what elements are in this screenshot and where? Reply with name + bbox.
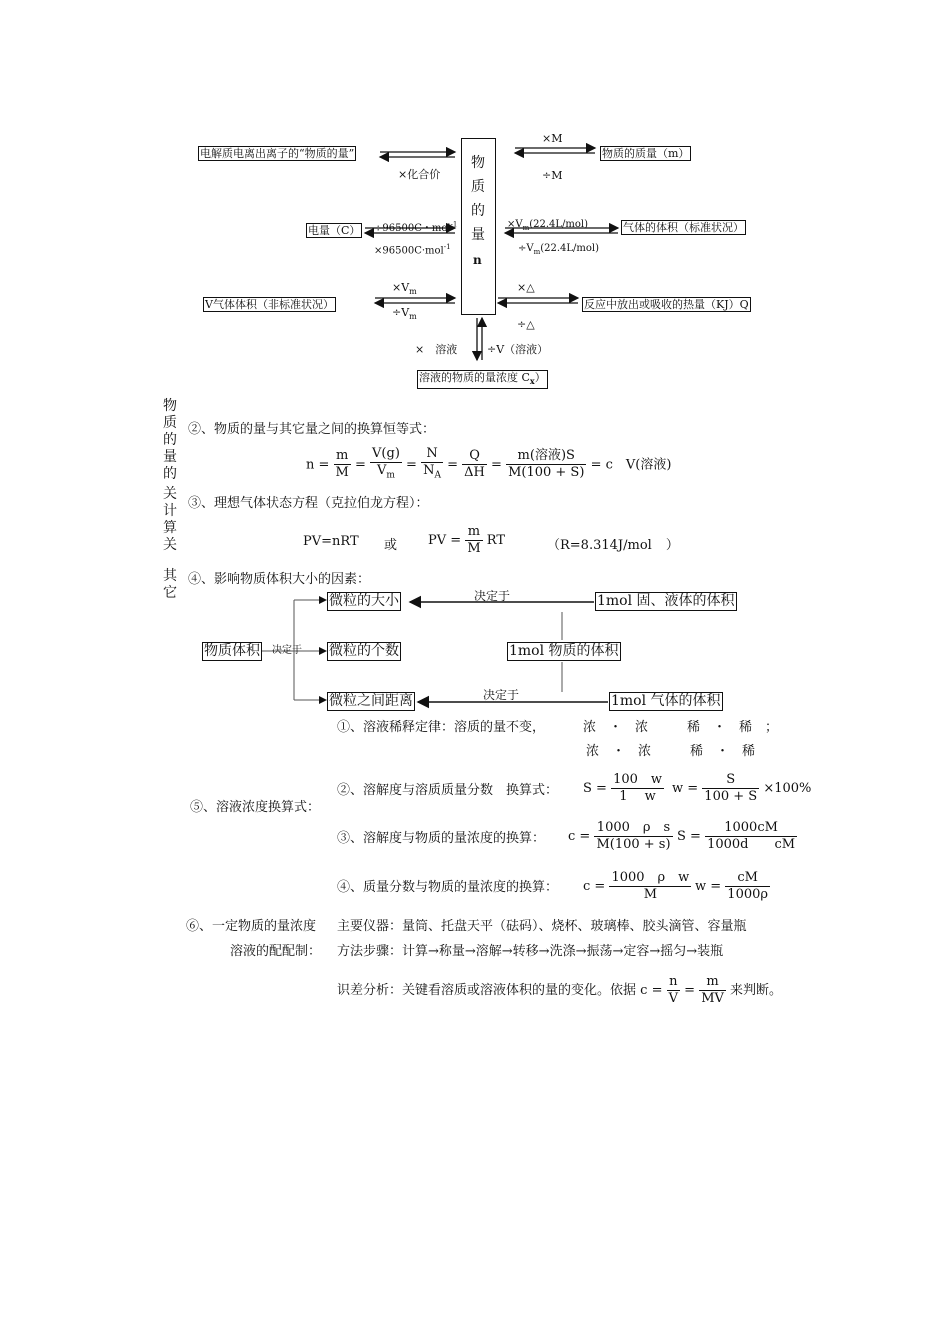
label-div-vm-std: $\div V_m(22.4L/mol)$ <box>518 243 600 256</box>
arrow-gas-nonstd <box>375 298 455 303</box>
label-div-faraday: ÷96500C・mol$^{-1}$ <box>374 220 458 234</box>
label-div-solution: ÷V（溶液） <box>487 343 549 356</box>
formula-c-from-w: c = $\frac{\text{1000 ρ w}}{M}$ <box>583 870 690 902</box>
label-div-M: ÷M <box>542 169 563 182</box>
decided-by-mid: 决定于 <box>272 645 302 656</box>
dilution-line1: 浓 ・ 浓 稀 ・ 稀 ； <box>583 720 779 735</box>
box-particle-size: 微粒的大小 <box>329 593 399 609</box>
arrow-mass <box>515 148 595 153</box>
box-gas-nonstd: V气体体积（非标准状况） <box>205 298 334 311</box>
box-charge: 电量（C） <box>308 224 361 237</box>
section3-title: ③、理想气体状态方程（克拉伯龙方程）： <box>188 496 429 511</box>
box-gas-std: 气体的体积（标准状况） <box>623 221 744 234</box>
dilution-law: ①、溶液稀释定律：溶质的量不变， <box>337 720 546 735</box>
identity-formula: n = $\frac{m}{M}$ = $\frac{V(g)}{V_m}$ = $\frac{N}{N_A}$ = $\frac{Q}{\Delta H}$ = $\frac{\text{m(溶液)S}}{M(100 + S)}$ = c V(溶液) <box>306 446 672 481</box>
instruments: 主要仪器：量筒、托盘天平（砝码）、烧杯、玻璃棒、胶头滴管、容量瓶 <box>337 919 747 934</box>
side-label-1: 物质的量的 <box>163 398 177 482</box>
formula-c-from-s: c = $\frac{\text{1000 ρ s}}{M(100 + s)}$ <box>568 820 671 852</box>
formula-w-from-s: w = $\frac{S}{100 + S}$ ×100% <box>672 772 812 804</box>
or-word: 或 <box>384 538 398 553</box>
box-solid-liquid-volume: 1mol 固、液体的体积 <box>597 593 735 609</box>
label-times-faraday: ×96500C·mol$^{-1}$ <box>374 243 451 257</box>
arrow-ion <box>380 152 455 157</box>
label-times-valence: ×化合价 <box>398 168 441 181</box>
label-div-vm: $\div V_m$ <box>392 306 417 322</box>
label-times-M: ×M <box>542 132 563 145</box>
box-mass: 物质的质量（m） <box>602 147 690 160</box>
center-symbol: n <box>473 253 482 267</box>
section5-title: ⑤、溶液浓度换算式： <box>190 800 321 815</box>
dilution-line2: 浓 ・ 浓 稀 ・ 稀 <box>586 744 756 759</box>
section2-title: ②、物质的量与其它量之间的换算恒等式： <box>188 422 436 437</box>
formula-s-from-c: S = $\frac{1000cM}{\text{1000d cM}}$ <box>677 820 796 852</box>
label-times-dH: ×△ <box>517 281 535 294</box>
box-ion-amount: 电解质电离出离子的“物质的量” <box>200 147 355 160</box>
box-particle-distance: 微粒之间距离 <box>329 693 413 709</box>
label-div-dH: ÷△ <box>517 318 535 331</box>
r-value: （R=8.314J/mol ） <box>547 538 679 553</box>
center-label: 物质的量 <box>471 155 485 243</box>
arrow-heat <box>498 298 578 303</box>
fraction-molarity-title: ④、质量分数与物质的量浓度的换算： <box>337 880 559 895</box>
solubility-molarity-title: ③、溶解度与物质的量浓度的换算： <box>337 831 546 846</box>
label-times-vm: $\times V_m$ <box>392 281 417 297</box>
section4-title: ④、影响物质体积大小的因素： <box>188 572 371 587</box>
error-analysis: 识差分析：关键看溶质或溶液体积的量的变化。依据 c = $\frac{n}{V}$ = $\frac{m}{MV}$ 来判断。 <box>337 974 783 1006</box>
decided-by-top: 决定于 <box>474 589 511 603</box>
box-substance-volume: 物质体积 <box>204 643 260 659</box>
box-heat: 反应中放出或吸收的热量（KJ）Q <box>584 298 749 311</box>
center-box-amount <box>461 138 496 315</box>
decided-by-bottom: 决定于 <box>483 688 520 702</box>
box-mole-volume: 1mol 物质的体积 <box>509 643 619 659</box>
label-times-vm-std: $\times V_m(22.4L/mol)$ <box>507 219 589 232</box>
arrow-solution <box>477 318 482 360</box>
section6-title-line2: 溶液的配配制： <box>230 944 322 959</box>
pv-mrt: PV = $\frac{m}{M}$ RT <box>428 524 505 556</box>
section6-title-line1: ⑥、一定物质的量浓度 <box>186 919 317 934</box>
pv-nrt: PV=nRT <box>303 534 359 549</box>
side-label-3: 其它 <box>163 568 177 601</box>
side-label-2: 关计算关 <box>163 486 177 553</box>
formula-w-from-c: w = $\frac{cM}{1000\rho}$ <box>695 870 769 902</box>
formula-s-from-w: S = $\frac{100 w}{1 w}$ <box>583 772 663 804</box>
box-gas-volume: 1mol 气体的体积 <box>611 693 721 709</box>
box-molar-concentration: 溶液的物质的量浓度 $C_x$） <box>417 370 548 389</box>
solubility-fraction-title: ②、溶解度与溶质质量分数 换算式： <box>337 783 559 798</box>
method-steps: 方法步骤：计算→称量→溶解→转移→洗涤→振荡→定容→摇匀→装瓶 <box>337 944 724 959</box>
label-times-solution: × 溶液 <box>415 343 458 356</box>
box-particle-count: 微粒的个数 <box>329 643 399 659</box>
